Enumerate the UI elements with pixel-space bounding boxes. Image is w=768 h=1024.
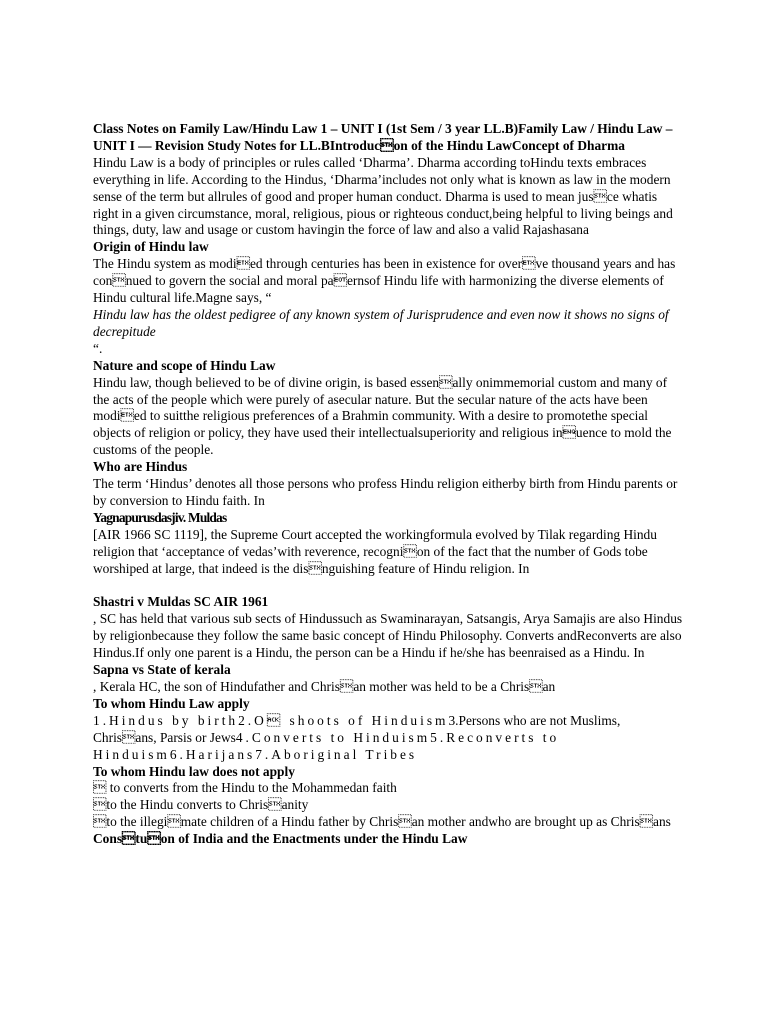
not-apply-heading: To whom Hindu law does not apply — [93, 763, 295, 779]
document-page — [93, 121, 683, 848]
origin-quote-close: “. — [93, 340, 103, 356]
blank-line — [93, 577, 683, 594]
case2-name: Shastri v Muldas SC AIR 1961 — [93, 594, 269, 610]
apply-list-1: 1.Hindus by birth2.O shoots of Hinduism — [93, 712, 449, 728]
document-title: Class Notes on Family Law/Hindu Law 1 – UNIT I (1st Sem / 3 year LL.B)Family Law / Hindu Law – UNIT I — Revision Study Notes for LL.BIntroducon of the Hindu LawConcept of Dharma — [93, 121, 673, 153]
nature-paragraph: Hindu law, though believed to be of divine origin, is based essenally onimmemorial custom and many of the acts of the people which were purely of asecular nature. But the secular nature of the acts have been modied to suitthe religious preferences of a Brahmin community. With a desire to promotethe special objects of religion or policy, they have used their intellectualsuperiority and religious inuence to mold the customs of the people. — [93, 374, 672, 458]
not-apply-item-1:  to converts from the Hindu to the Mohammedan faith — [93, 780, 397, 796]
origin-heading: Origin of Hindu law — [93, 239, 209, 255]
case1-name: Yagnapurusdasjiv. Muldas — [93, 509, 227, 525]
origin-quote: Hindu law has the oldest pedigree of any known system of Jurisprudence and even now it shows no signs of decrepitude — [93, 306, 669, 339]
case3-paragraph: , Kerala HC, the son of Hindufather and Chrisan mother was held to be a Chrisan — [93, 679, 556, 694]
intro-paragraph: Hindu Law is a body of principles or rules called ‘Dharma’. Dharma according toHindu texts embraces everything in life. According to the Hindus, ‘Dharma’includes not only what is known as law in the modern sense of the term but allrules of good and proper human conduct. Dharma is used to mean jusce whatis right in a given circumstance, moral, religious, pious or righteous conduct,being helpful to living beings and things, duty, law and usage or custom havingin the force of law and also a valid Rajashasana — [93, 154, 673, 238]
constitution-heading: Constuon of India and the Enactments under the Hindu Law — [93, 831, 468, 847]
case2-paragraph: , SC has held that various sub sects of Hindussuch as Swaminarayan, Satsangis, Arya Samajis are also Hindus by religionbecause they follow the same basic concept of Hindu Philosophy. Converts andReconverts are also Hindus.If only one parent is a Hindu, the person can be a Hindu if he/she has beenraised as a Hindu. In — [93, 611, 683, 661]
apply-list-4: 6.Harijans7.Aboriginal Tribes — [169, 746, 418, 762]
case1-paragraph: [AIR 1966 SC 1119], the Supreme Court accepted the workingformula evolved by Tilak regarding Hindu religion that ‘acceptance of vedas’with reverence, recognion of the fact that the number of Gods tobe worshiped at large, that indeed is the disnguishing feature of Hindu religion. In — [93, 526, 657, 576]
apply-list-3: 4.Converts to Hinduism5.Reconverts to Hinduism — [93, 729, 560, 762]
apply-list-2: 3.Persons who are not Muslims, Chrisans, Parsis or Jews — [93, 712, 621, 745]
origin-paragraph: The Hindu system as modied through centuries has been in existence for overve thousand years and has connued to govern the social and moral paernsof Hindu life with harmonizing the diverse elements of Hindu cultural life.Magne says, “ — [93, 256, 676, 306]
apply-list — [93, 713, 683, 764]
who-heading: Who are Hindus — [93, 459, 188, 475]
case3-name: Sapna vs State of kerala — [93, 662, 231, 678]
who-paragraph: The term ‘Hindus’ denotes all those persons who profess Hindu religion eitherby birth from Hindu parents or by conversion to Hindu faith. In — [93, 476, 678, 508]
not-apply-item-2: to the Hindu converts to Chrisanity — [93, 797, 309, 813]
apply-heading: To whom Hindu Law apply — [93, 695, 250, 711]
nature-heading: Nature and scope of Hindu Law — [93, 357, 276, 373]
not-apply-item-3 — [93, 814, 683, 848]
not-apply-item-3-text: to the illegimate children of a Hindu father by Chrisan mother andwho are brought up as Chrisans — [93, 814, 671, 830]
